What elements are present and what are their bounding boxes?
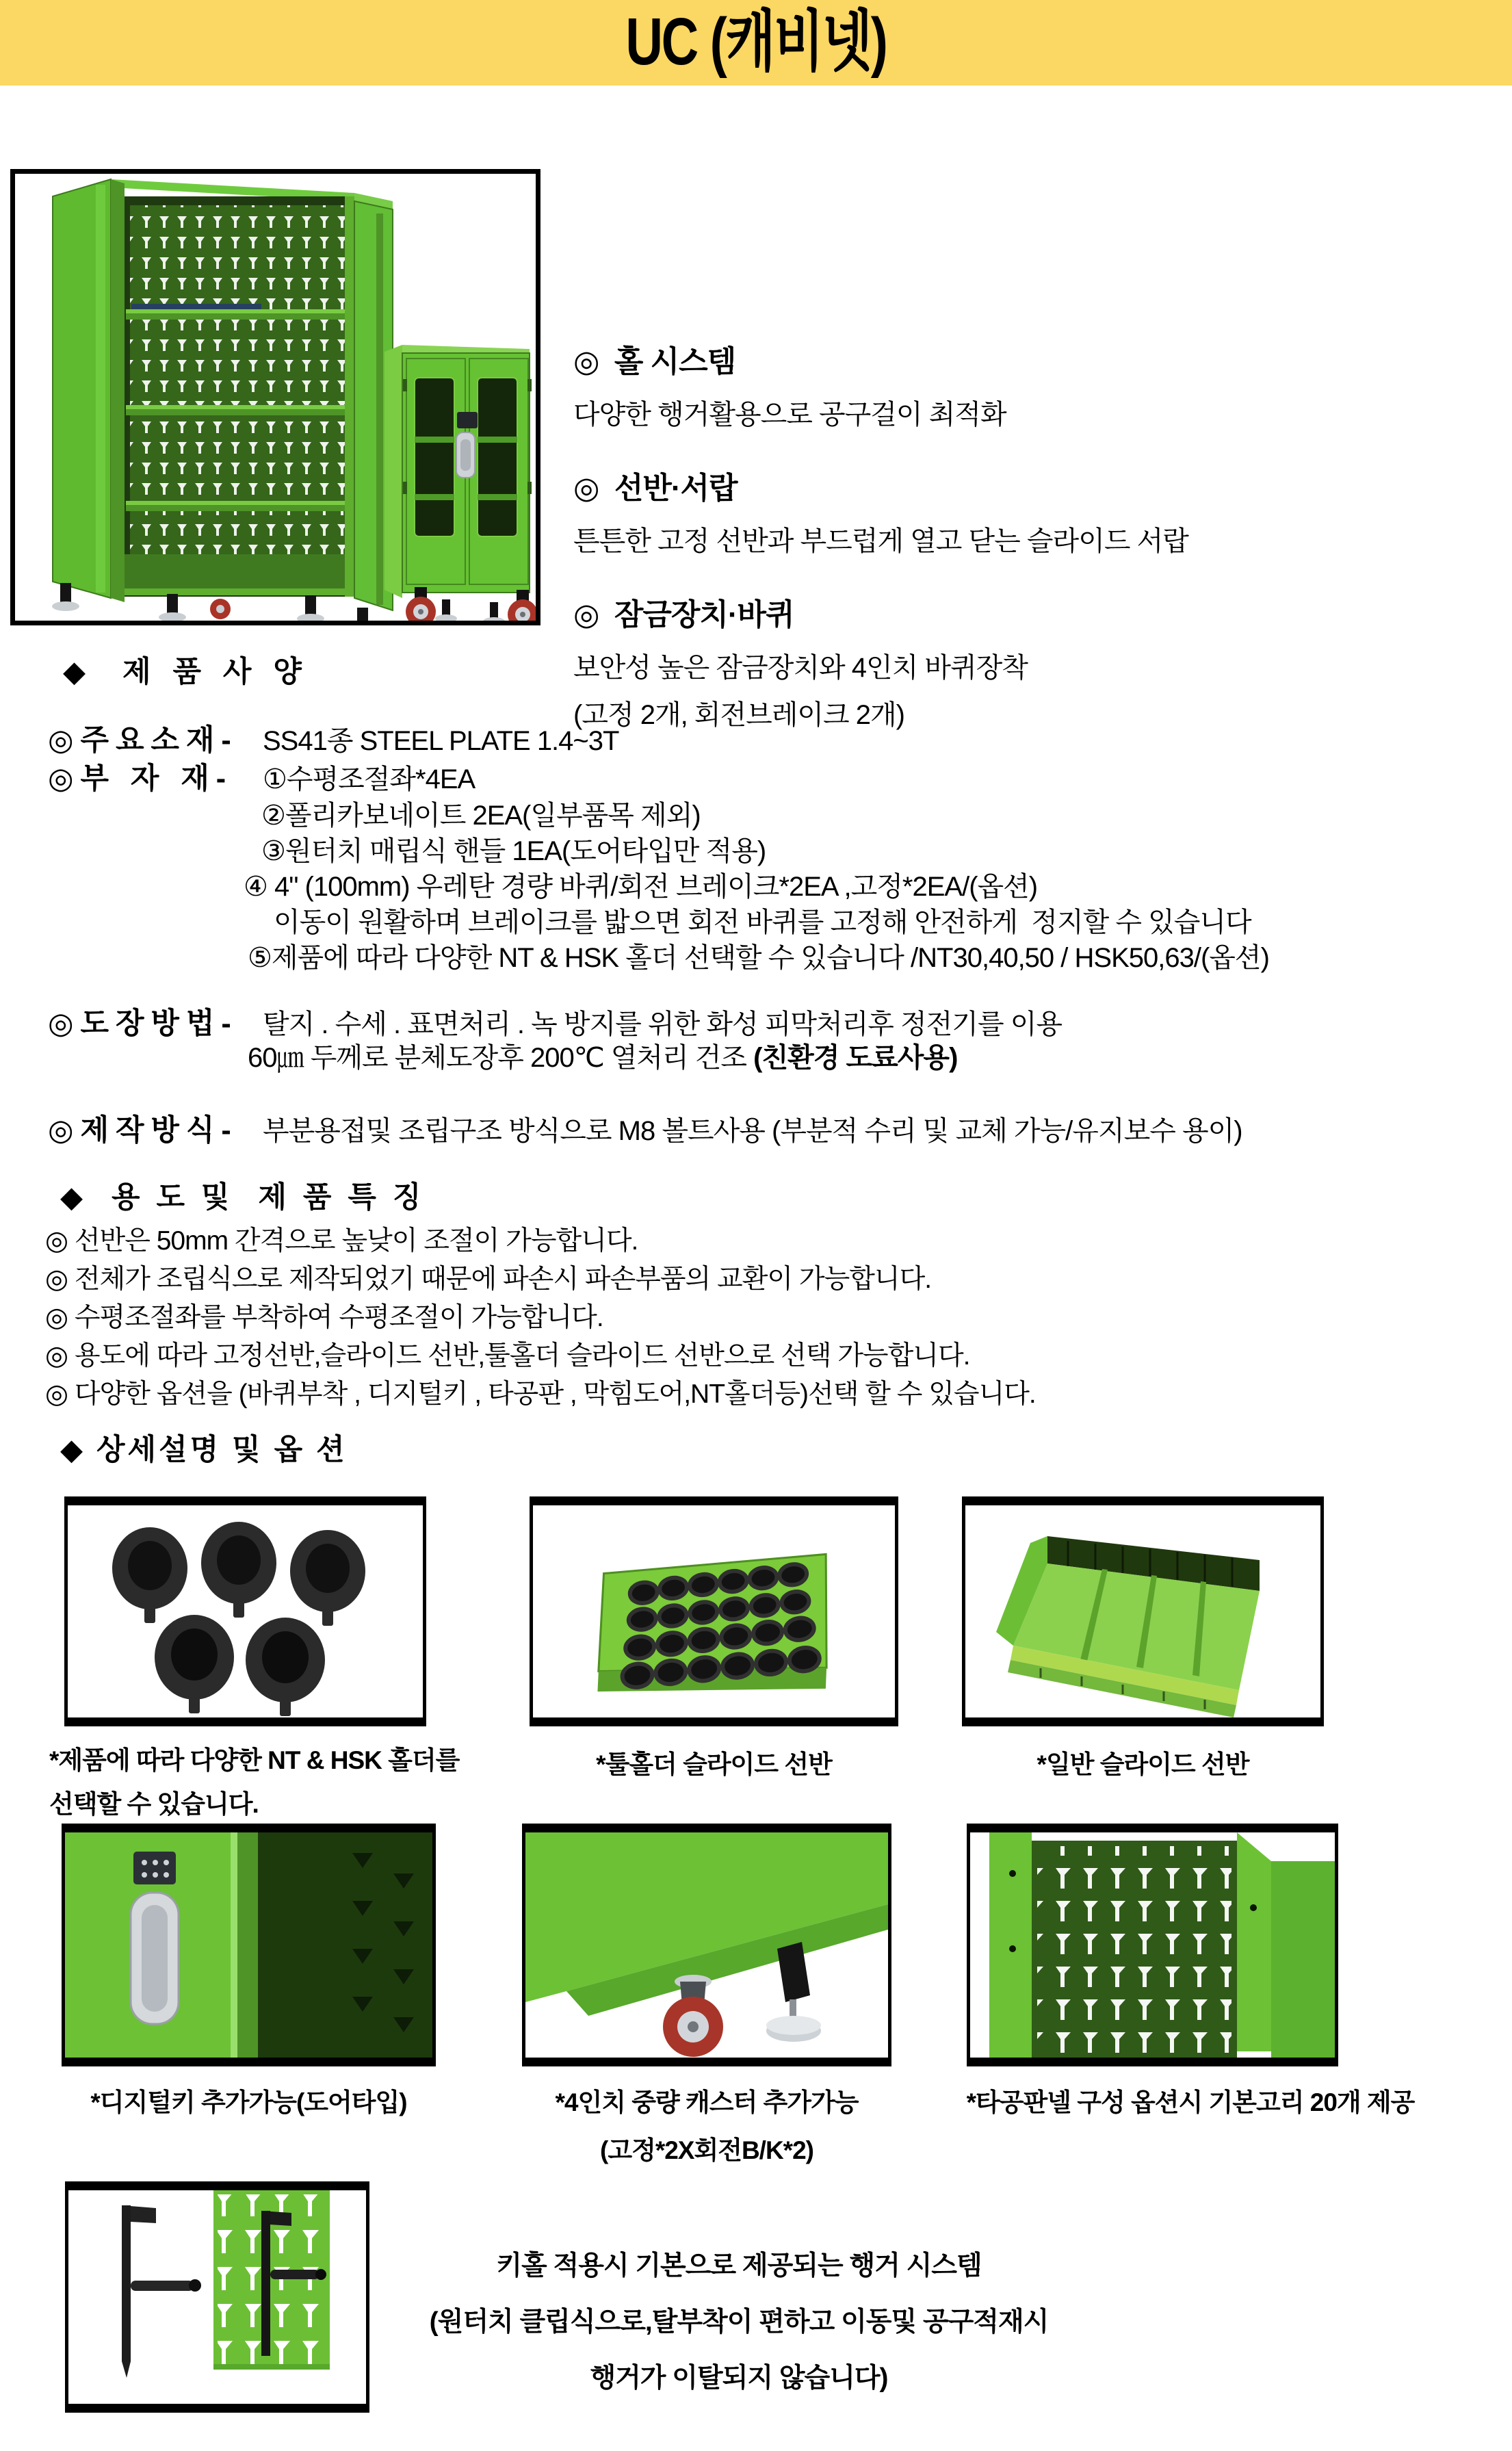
option-caption-nt-hsk: *제품에 따라 다양한 NT & HSK 홀더를 (49, 1746, 460, 1774)
section-title-options: ◆ 상세설명 및 옵 션 (60, 1434, 348, 1466)
spec-label: ◎ 부 자 재 - (48, 762, 226, 795)
product-photo (10, 169, 540, 625)
spec-value: 60㎛ 두께로 분체도장후 200℃ 열처리 건조 (248, 1043, 754, 1073)
feature-line: 튼튼한 고정 선반과 부드럽게 열고 닫는 슬라이드 서랍 (573, 526, 1188, 556)
toolholder-shelf-illustration (533, 1505, 895, 1717)
usage-bullet: ◎ 전체가 조립식으로 제작되었기 때문에 파손시 파손부품의 교환이 가능합니다. (45, 1265, 932, 1294)
spec-row-method (48, 1107, 1242, 1149)
feature-heading: ◎ 홀 시스템 (573, 345, 736, 378)
hanger-note-line: 키홀 적용시 기본으로 제공되는 행거 시스템 (496, 2251, 982, 2281)
feature-shelf-drawer (573, 463, 1490, 558)
option-caption-caster-line2: (고정*2X회전B/K*2) (600, 2136, 813, 2164)
spec-value: 부분용접및 조립구조 방식으로 M8 볼트사용 (부분적 수리 및 교체 가능/유지보수 용이) (263, 1116, 1242, 1146)
usage-bullet: ◎ 선반은 50mm 간격으로 높낮이 조절이 가능합니다. (45, 1226, 638, 1256)
option-caption-nt-hsk-line2: 선택할 수 있습니다. (49, 1790, 259, 1818)
spec-row-material (48, 717, 618, 759)
spec-value: ①수평조절좌*4EA (263, 764, 475, 794)
page-title: UC (캐비넷) (625, 4, 887, 79)
option-caption-general-shelf: *일반 슬라이드 선반 (1037, 1750, 1249, 1778)
option-caption-caster: *4인치 중량 캐스터 추가가능 (555, 2088, 859, 2116)
feature-line: (고정 2개, 회전브레이크 2개) (573, 700, 904, 730)
digital-key-illustration (65, 1832, 432, 2058)
feature-lock-wheel (573, 590, 1490, 732)
hanger-note-line: 행거가 이탈되지 않습니다) (590, 2363, 888, 2393)
feature-heading: ◎ 잠금장치·바퀴 (573, 598, 794, 632)
general-shelf-illustration (965, 1505, 1320, 1717)
option-photo-toolholder-shelf (530, 1496, 898, 1726)
feature-heading: ◎ 선반·서랍 (573, 471, 738, 505)
spec-subline: ②폴리카보네이트 2EA(일부품목 제외) (261, 801, 701, 831)
spec-value: 탈지 . 수세 . 표면처리 . 녹 방지를 위한 화성 피막처리후 정전기를 이용 (263, 1009, 1062, 1039)
option-caption-digital-key: *디지털키 추가가능(도어타입) (90, 2088, 407, 2116)
spec-subline: ⑤제품에 따라 다양한 NT & HSK 홀더 선택할 수 있습니다 /NT30,40,50 / HSK50,63/(옵션) (248, 943, 1269, 973)
option-caption-perforated-panel: *타공판넬 구성 옵션시 기본고리 20개 제공 (966, 2088, 1415, 2116)
section-title-usage: ◆ 용 도 및 제 품 특 징 (60, 1181, 426, 1214)
spec-row-parts (48, 755, 475, 797)
hanger-system-illustration (68, 2190, 366, 2404)
feature-line: 보안성 높은 잠금장치와 4인치 바퀴장착 (573, 653, 1028, 683)
hanger-note (383, 2244, 1095, 2413)
spec-coating-line2 (248, 1036, 957, 1075)
option-photo-digital-key (62, 1824, 436, 2066)
spec-subline: 이동이 원활하며 브레이크를 밟으면 회전 바퀴를 고정해 안전하게 정지할 수 있습니다 (274, 907, 1251, 937)
spec-label: ◎ 도 장 방 법 - (48, 1007, 231, 1040)
feature-list (573, 337, 1490, 764)
hanger-note-line: (원터치 클립식으로,탈부착이 편하고 이동및 공구적재시 (429, 2307, 1049, 2337)
usage-bullet: ◎ 용도에 따라 고정선반,슬라이드 선반,툴홀더 슬라이드 선반으로 선택 가능합니다. (45, 1341, 970, 1371)
spec-label: ◎ 제 작 방 식 - (48, 1114, 231, 1147)
page-header (0, 0, 1512, 86)
spec-label: ◎ 주 요 소 재 - (48, 724, 231, 757)
usage-bullet: ◎ 다양한 옵션을 (바퀴부착 , 디지털키 , 타공판 , 막힘도어,NT홀더등)선택 할 수 있습니다. (45, 1379, 1036, 1409)
spec-subline: ④ 4" (100mm) 우레탄 경량 바퀴/회전 브레이크*2EA ,고정*2EA/(옵션) (244, 872, 1038, 902)
feature-line: 다양한 행거활용으로 공구걸이 최적화 (573, 400, 1006, 430)
nt-hsk-holders-illustration (68, 1505, 423, 1717)
cabinet-illustration (15, 174, 536, 621)
caster-illustration (525, 1832, 888, 2058)
spec-value-bold: (친환경 도료사용) (753, 1043, 958, 1073)
section-title-specs: ◆ 제 품 사 양 (63, 656, 309, 688)
option-photo-perforated-panel (967, 1824, 1338, 2066)
option-caption-toolholder-shelf: *툴홀더 슬라이드 선반 (596, 1750, 832, 1778)
option-photo-hanger-system (65, 2181, 369, 2413)
usage-bullet: ◎ 수평조절좌를 부착하여 수평조절이 가능합니다. (45, 1303, 603, 1332)
option-photo-nt-hsk-holders (64, 1496, 426, 1726)
feature-hole-system (573, 337, 1490, 432)
spec-subline: ③원터치 매립식 핸들 1EA(도어타입만 적용) (261, 836, 766, 866)
spec-value: SS41종 STEEL PLATE 1.4~3T (263, 726, 619, 756)
perforated-panel-illustration (970, 1832, 1335, 2058)
option-photo-caster (522, 1824, 891, 2066)
option-photo-general-shelf (962, 1496, 1324, 1726)
